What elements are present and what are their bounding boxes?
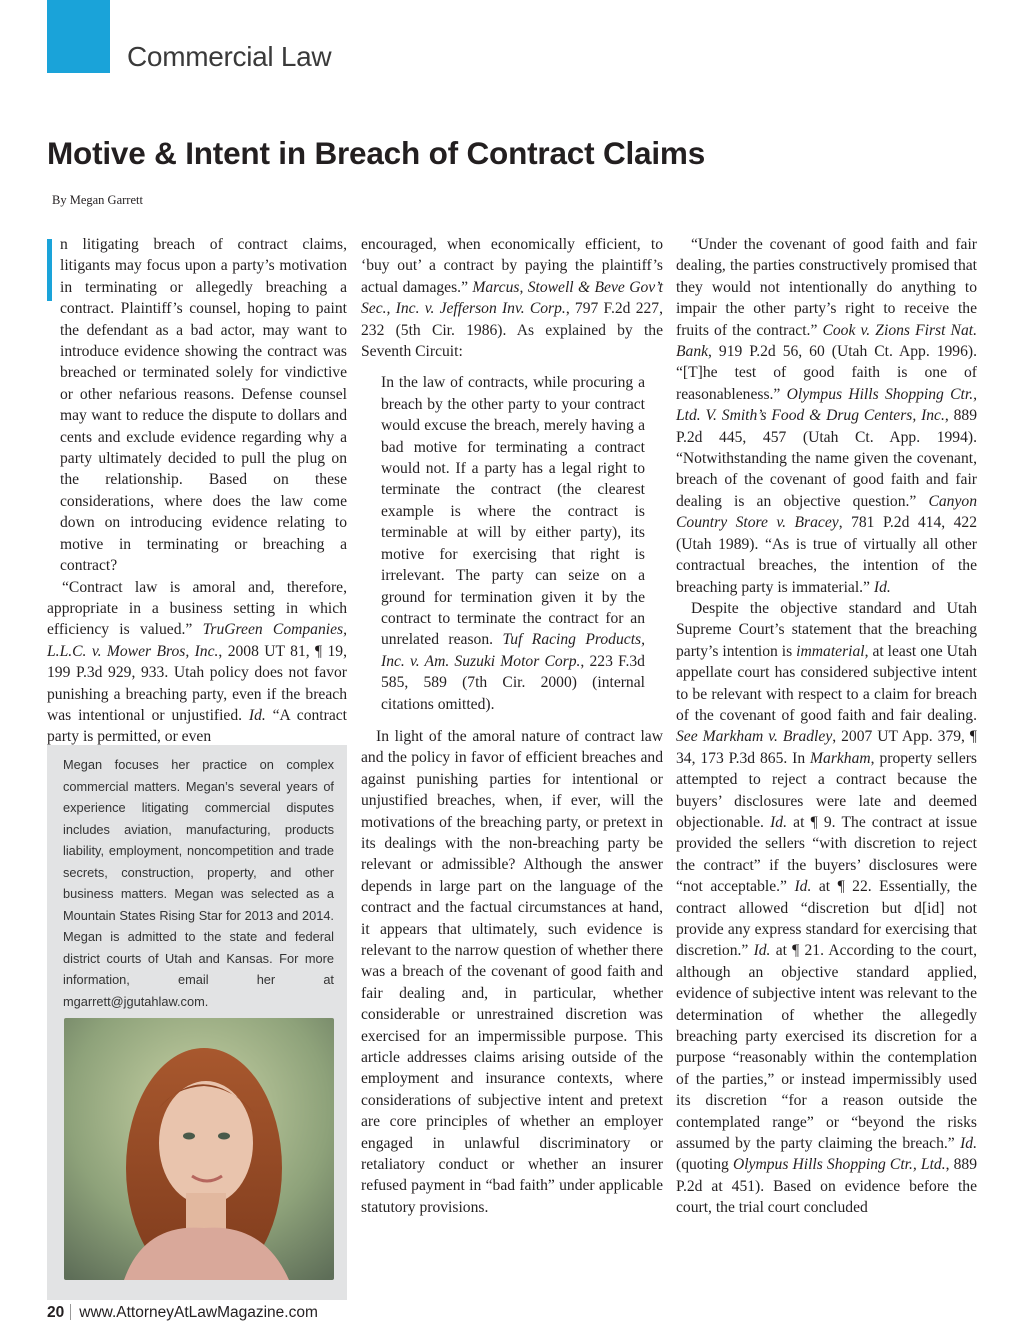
- byline: By Megan Garrett: [52, 193, 143, 207]
- paragraph-4: In light of the amoral nature of contract law and the policy in favor of efficient breaches and against punishing parties for intentional or unjustified breaches, when, if ever, will the motivations of the breaching party, or pretext in its dealings with the non-breaching party be relevant or admissible? Although the answer depends in large part on the language of the contract and the factual circumstances at hand, it appears that ultimately, such evidence is relevant to the narrow question of whether there was a breach of the covenant of good faith and fair dealing and, in particular, whether considerable or unrestrained discretion was exercised for an impermissible purpose. This article addresses claims arising outside of the employment and insurance contexts, where considerations of subjective intent and pretext are core principles of whether an employer engaged in unlawful discriminatory or retaliatory conduct or whether an insurer refused payment in “bad faith” under applicable statutory provisions.: [361, 727, 663, 1216]
- page-footer: [47, 1304, 318, 1322]
- author-portrait-image: [64, 1018, 334, 1280]
- column-2: [361, 234, 663, 1218]
- page-number: 20: [47, 1304, 65, 1321]
- dropcap-bar: [47, 239, 52, 301]
- paragraph-2: “Contract law is amoral and, therefore, appropriate in a business setting in which efficiency is valued.” TruGreen Companies, L.L.C. v. Mower Bros, Inc., 2008 UT 81, ¶ 19, 199 P.3d 929, 933. Utah policy does not favor punishing a breaching party, even if the breach was intentional or unjustified. Id. “A contract party is permitted, or even: [47, 578, 348, 746]
- paragraph-3: encouraged, when economically efficient, to ‘buy out’ a contract by paying the plaintiff’s actual damages.” Marcus, Stowell & Beve Gov’t Sec., Inc. v. Jefferson Inv. Corp., 797 F.2d 227, 232 (5th Cir. 1986). As explained by the Seventh Circuit:: [361, 236, 663, 361]
- paragraph-1: n litigating breach of contract claims, litigants may focus upon a party’s motivation in terminating or allegedly breaching a contract. Plaintiff’s counsel, hoping to paint the defendant as a bad actor, may want to introduce evidence showing the contract was breached or terminated solely for vindictive or other nefarious reasons. Defense counsel may want to reduce the dispute to dollars and cents and exclude evidence regarding why a party ultimately decided to pull the plug on the relationship. Based on these considerations, where does the law come down on introducing evidence relating to motive in terminating or breaching a contract?: [47, 234, 347, 577]
- author-bio-text: Megan focuses her practice on complex commercial matters. Megan’s several years of experience litigating commercial disputes includes aviation, manufacturing, products liability, employment, noncompetition and trade secrets, construction, property, and other business matters. Megan was selected as a Mountain States Rising Star for 2013 and 2014. Megan is admitted to the state and federal district courts of Utah and Kansas. For more information, email her at mgarrett@jgutahlaw.com.: [63, 757, 334, 1009]
- section-label: Commercial Law: [127, 41, 332, 72]
- column-1: [47, 234, 347, 748]
- footer-divider: [70, 1304, 71, 1320]
- article-title: Motive & Intent in Breach of Contract Claims: [47, 135, 706, 171]
- paragraph-6: Despite the objective standard and Utah Supreme Court’s statement that the breaching party’s intention is immaterial, at least one Utah appellate court has considered subjective intent to be relevant with respect to a claim for breach of the covenant of good faith and fair dealing. See Markham v. Bradley, 2007 UT App. 379, ¶ 34, 173 P.3d 865. In Markham, property sellers attempted to reject a contract because the buyers’ disclosures were late and deemed objectionable. Id. at ¶ 9. The contract at issue provided the sellers “with discretion to reject the contract” if the buyers’ disclosures were “not acceptable.” Id. at ¶ 22. Essentially, the contract allowed “discretion but d[id] not provide any express standard for exercising that discretion.” Id. at ¶ 21. According to the court, although an objective standard applied, evidence of subjective intent was relevant to the determination of whether the allegedly breaching party exercised its discretion for a purpose “reasonably within the contemplation of the parties,” or instead impermissibly used its discretion “for a reason outside the contemplated range” or “beyond the risks assumed by the party claiming the breach.” Id. (quoting Olympus Hills Shopping Ctr., Ltd., 889 P.2d at 451). Based on evidence before the court, the trial court concluded: [676, 599, 978, 1217]
- block-quote: In the law of contracts, while procuring a breach by the other party to your contract would excuse the breach, merely having a bad motive for terminating a contract would not. If a party has a legal right to terminate the contract (the clearest example is where the contract is terminable at will by either party), its motive for exercising that right is irrelevant. The party can seize on a ground for termination given it by the contract to terminate the contract for an unrelated reason. Tuf Racing Products, Inc. v. Am. Suzuki Motor Corp., 223 F.3d 585, 589 (7th Cir. 2000) (internal citations omitted).: [381, 374, 645, 713]
- column-3: [676, 234, 977, 1219]
- website-link[interactable]: www.AttorneyAtLawMagazine.com: [79, 1304, 318, 1321]
- author-photo: [64, 1018, 334, 1280]
- section-color-bar: [47, 0, 110, 73]
- paragraph-5: “Under the covenant of good faith and fair dealing, the parties constructively promised that they would not intentionally do anything to impair the other party’s right to receive the fruits of the contract.” Cook v. Zions First Nat. Bank, 919 P.2d 56, 60 (Utah Ct. App. 1996). “[T]he test of good faith is one of reasonableness.” Olympus Hills Shopping Ctr., Ltd. V. Smith’s Food & Drug Centers, Inc., 889 P.2d 445, 457 (Utah Ct. App. 1994). “Notwithstanding the name given the covenant, breach of the covenant of good faith and fair dealing is an objective question.” Canyon Country Store v. Bracey, 781 P.2d 414, 422 (Utah 1989). “As is true of virtually all other contractual breaches, the intention of the breaching party is immaterial.” Id.: [676, 236, 978, 596]
